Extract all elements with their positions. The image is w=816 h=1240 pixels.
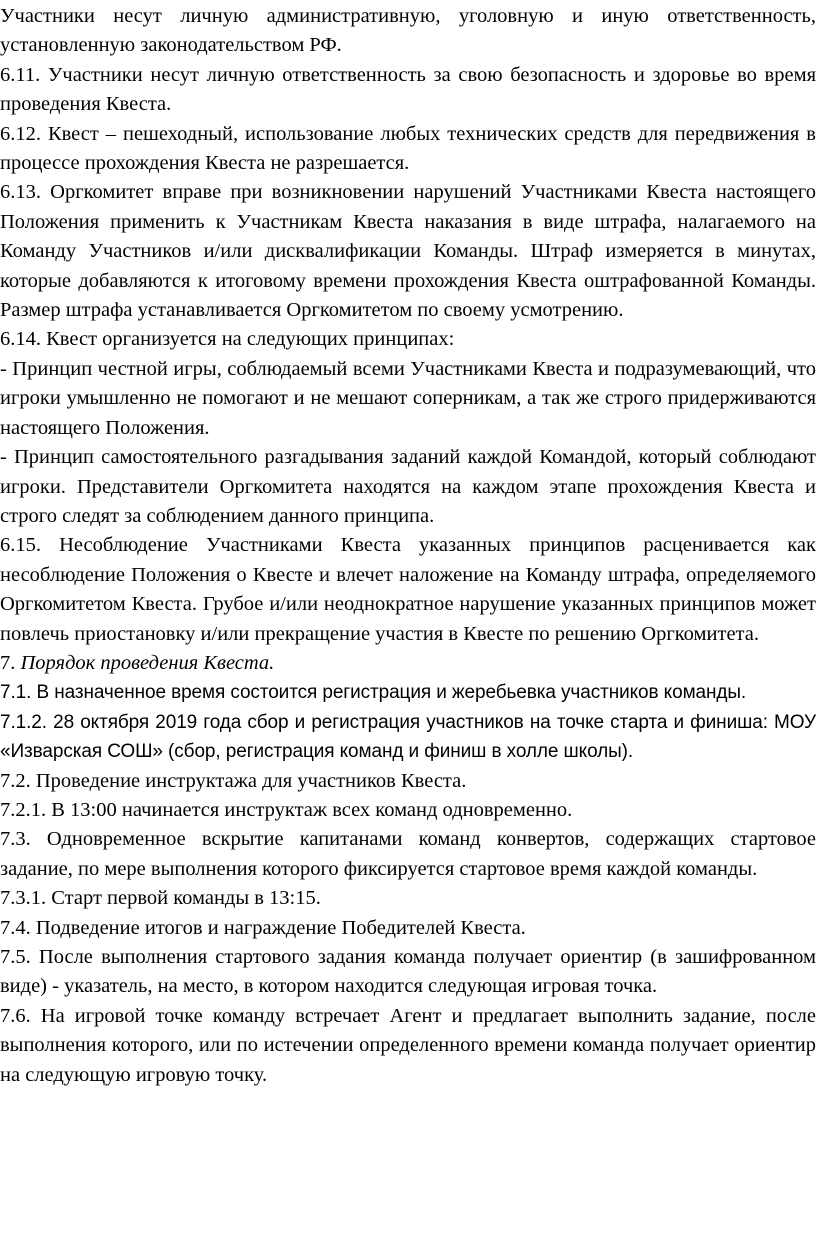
section-7-heading bbox=[0, 649, 816, 678]
paragraph-6-13: 6.13. Оргкомитет вправе при возникновении нарушений Участниками Квеста настоящего Положения применить к Участникам Квеста наказания в виде штрафа, налагаемого на Команду Участников и/или дисквалификации Команды. Штраф измеряется в минутах, которые добавляются к итоговому времени прохождения Квеста оштрафованной Команды. Размер штрафа устанавливается Оргкомитетом по своему усмотрению. bbox=[0, 181, 816, 322]
paragraph-7-1-2: 7.1.2. 28 октября 2019 года сбор и регистрация участников на точке старта и финиша: МОУ «Изварская СОШ» (сбор, регистрация команд и финиш в холле школы). bbox=[0, 711, 816, 763]
section-7-title: Порядок проведения Квеста. bbox=[20, 651, 275, 674]
paragraph-6-12: 6.12. Квест – пешеходный, использование любых технических средств для передвижения в процессе прохождения Квеста не разрешается. bbox=[0, 122, 816, 175]
paragraph-7-3-1: 7.3.1. Старт первой команды в 13:15. bbox=[0, 887, 321, 910]
section-7-number: 7. bbox=[0, 651, 21, 674]
paragraph-7-4: 7.4. Подведение итогов и награждение Победителей Квеста. bbox=[0, 916, 526, 939]
paragraph-7-5: 7.5. После выполнения стартового задания команда получает ориентир (в зашифрованном виде) - указатель, на место, в котором находится следующая игровая точка. bbox=[0, 946, 816, 998]
paragraph-6-11: 6.11. Участники несут личную ответственность за свою безопасность и здоровье во время проведения Квеста. bbox=[0, 63, 816, 116]
paragraph-6-14: 6.14. Квест организуется на следующих принципах: bbox=[0, 328, 455, 351]
paragraph-principle-independence: - Принцип самостоятельного разгадывания заданий каждой Командой, который соблюдают игроки. Представители Оргкомитета находятся на каждом этапе прохождения Квеста и строго следят за соблюдением данного принципа. bbox=[0, 446, 816, 527]
paragraph-responsibility: Участники несут личную административную, уголовную и иную ответственность, установленную законодательством РФ. bbox=[0, 5, 816, 57]
paragraph-7-6: 7.6. На игровой точке команду встречает Агент и предлагает выполнить задание, после выполнения которого, или по истечении определенного времени команда получает ориентир на следующую игровую точку. bbox=[0, 1004, 816, 1086]
paragraph-7-1: 7.1. В назначенное время состоится регистрация и жеребьевка участников команды. bbox=[0, 682, 747, 704]
document-page bbox=[0, 2, 816, 1090]
paragraph-6-15: 6.15. Несоблюдение Участниками Квеста указанных принципов расценивается как несоблюдение Положения о Квесте и влечет наложение на Команду штрафа, определяемого Оргкомитетом Квеста. Грубое и/или неоднократное нарушение указанных принципов может повлечь приостановку и/или прекращение участия в Квесте по решению Оргкомитета. bbox=[0, 534, 816, 645]
paragraph-7-3: 7.3. Одновременное вскрытие капитанами команд конвертов, содержащих стартовое задание, по мере выполнения которого фиксируется стартовое время каждой команды. bbox=[0, 828, 816, 880]
paragraph-7-2-1: 7.2.1. В 13:00 начинается инструктаж всех команд одновременно. bbox=[0, 798, 573, 821]
paragraph-7-2: 7.2. Проведение инструктажа для участников Квеста. bbox=[0, 769, 467, 792]
paragraph-principle-fair-play: - Принцип честной игры, соблюдаемый всеми Участниками Квеста и подразумевающий, что игроки умышленно не помогают и не мешают соперникам, а так же строго придерживаются настоящего Положения. bbox=[0, 357, 816, 439]
